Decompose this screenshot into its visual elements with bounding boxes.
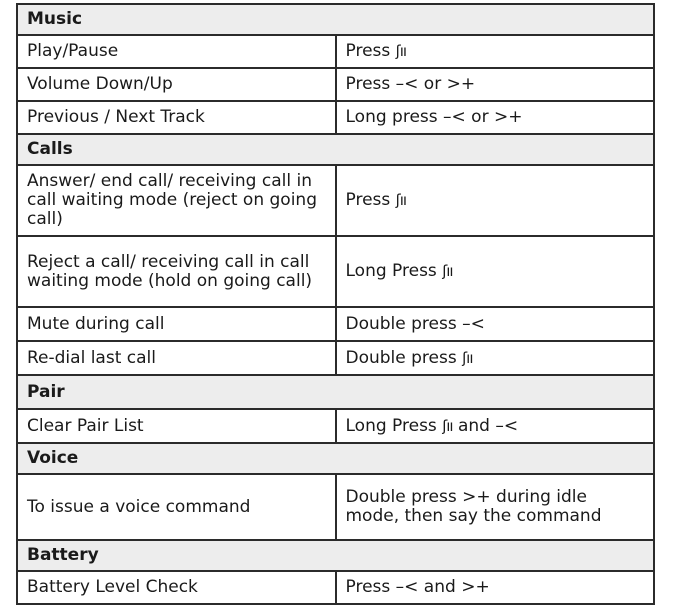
multi-function-button-icon: ʃıı bbox=[395, 42, 407, 60]
control-text: Double press bbox=[345, 313, 463, 334]
controls-table-body bbox=[17, 4, 654, 604]
volume-down-button-icon: –< bbox=[395, 577, 419, 597]
table-row bbox=[17, 35, 654, 68]
table-row bbox=[17, 68, 654, 101]
volume-down-button-icon: –< bbox=[395, 74, 419, 94]
control-text: Press bbox=[345, 190, 396, 210]
multi-function-button-icon: ʃıı bbox=[395, 191, 407, 209]
table-row bbox=[17, 236, 654, 307]
action-cell: Reject a call/ receiving call in call waiting mode (hold on going call) bbox=[17, 236, 336, 307]
volume-up-button-icon: >+ bbox=[461, 577, 490, 597]
control-text: Press bbox=[345, 41, 396, 61]
multi-function-button-icon: ʃıı bbox=[442, 262, 453, 280]
control-cell bbox=[336, 35, 655, 68]
control-text: Long press bbox=[345, 107, 444, 127]
action-cell: Clear Pair List bbox=[17, 409, 336, 443]
volume-up-button-icon: >+ bbox=[446, 74, 476, 94]
action-cell: Volume Down/Up bbox=[17, 68, 336, 101]
table-row bbox=[17, 474, 654, 540]
section-header-voice bbox=[17, 443, 654, 474]
section-header-pair bbox=[17, 375, 654, 409]
multi-function-button-icon: ʃıı bbox=[442, 416, 453, 435]
control-text: Press bbox=[345, 74, 396, 94]
action-cell: Play/Pause bbox=[17, 35, 336, 68]
control-cell bbox=[336, 474, 655, 540]
control-cell bbox=[336, 68, 655, 101]
table-row bbox=[17, 409, 654, 443]
section-title: Music bbox=[17, 4, 654, 35]
volume-down-button-icon: –< bbox=[462, 313, 485, 334]
control-cell bbox=[336, 165, 655, 236]
action-cell: Answer/ end call/ receiving call in call waiting mode (reject on going call) bbox=[17, 165, 336, 236]
volume-up-button-icon: >+ bbox=[462, 487, 491, 507]
control-text: or bbox=[465, 107, 494, 127]
action-cell: Previous / Next Track bbox=[17, 101, 336, 134]
volume-down-button-icon: –< bbox=[495, 415, 519, 436]
control-text: or bbox=[418, 74, 447, 94]
control-cell bbox=[336, 101, 655, 134]
action-cell: Mute during call bbox=[17, 307, 336, 341]
control-text: Long Press bbox=[345, 415, 443, 436]
section-header-calls bbox=[17, 134, 654, 165]
control-text: Press bbox=[345, 577, 396, 597]
control-text: during idle mode, then say the command bbox=[345, 487, 602, 526]
controls-table bbox=[16, 3, 655, 605]
table-row bbox=[17, 165, 654, 236]
section-header-music bbox=[17, 4, 654, 35]
control-text: Double press bbox=[345, 487, 463, 507]
control-cell bbox=[336, 571, 655, 604]
control-cell bbox=[336, 409, 655, 443]
control-cell bbox=[336, 341, 655, 375]
action-cell: Re-dial last call bbox=[17, 341, 336, 375]
control-cell bbox=[336, 236, 655, 307]
table-row bbox=[17, 341, 654, 375]
action-cell: To issue a voice command bbox=[17, 474, 336, 540]
section-header-battery bbox=[17, 540, 654, 571]
volume-down-button-icon: –< bbox=[443, 107, 466, 127]
control-cell bbox=[336, 307, 655, 341]
volume-up-button-icon: >+ bbox=[493, 107, 523, 127]
section-title: Battery bbox=[17, 540, 654, 571]
section-title: Calls bbox=[17, 134, 654, 165]
section-title: Pair bbox=[17, 375, 654, 409]
control-text: and bbox=[452, 415, 496, 436]
action-cell: Battery Level Check bbox=[17, 571, 336, 604]
section-title: Voice bbox=[17, 443, 654, 474]
control-text: Long Press bbox=[345, 261, 443, 281]
table-row bbox=[17, 307, 654, 341]
table-row bbox=[17, 571, 654, 604]
multi-function-button-icon: ʃıı bbox=[462, 348, 473, 367]
control-text: Double press bbox=[345, 347, 463, 368]
table-row bbox=[17, 101, 654, 134]
control-text: and bbox=[418, 577, 462, 597]
